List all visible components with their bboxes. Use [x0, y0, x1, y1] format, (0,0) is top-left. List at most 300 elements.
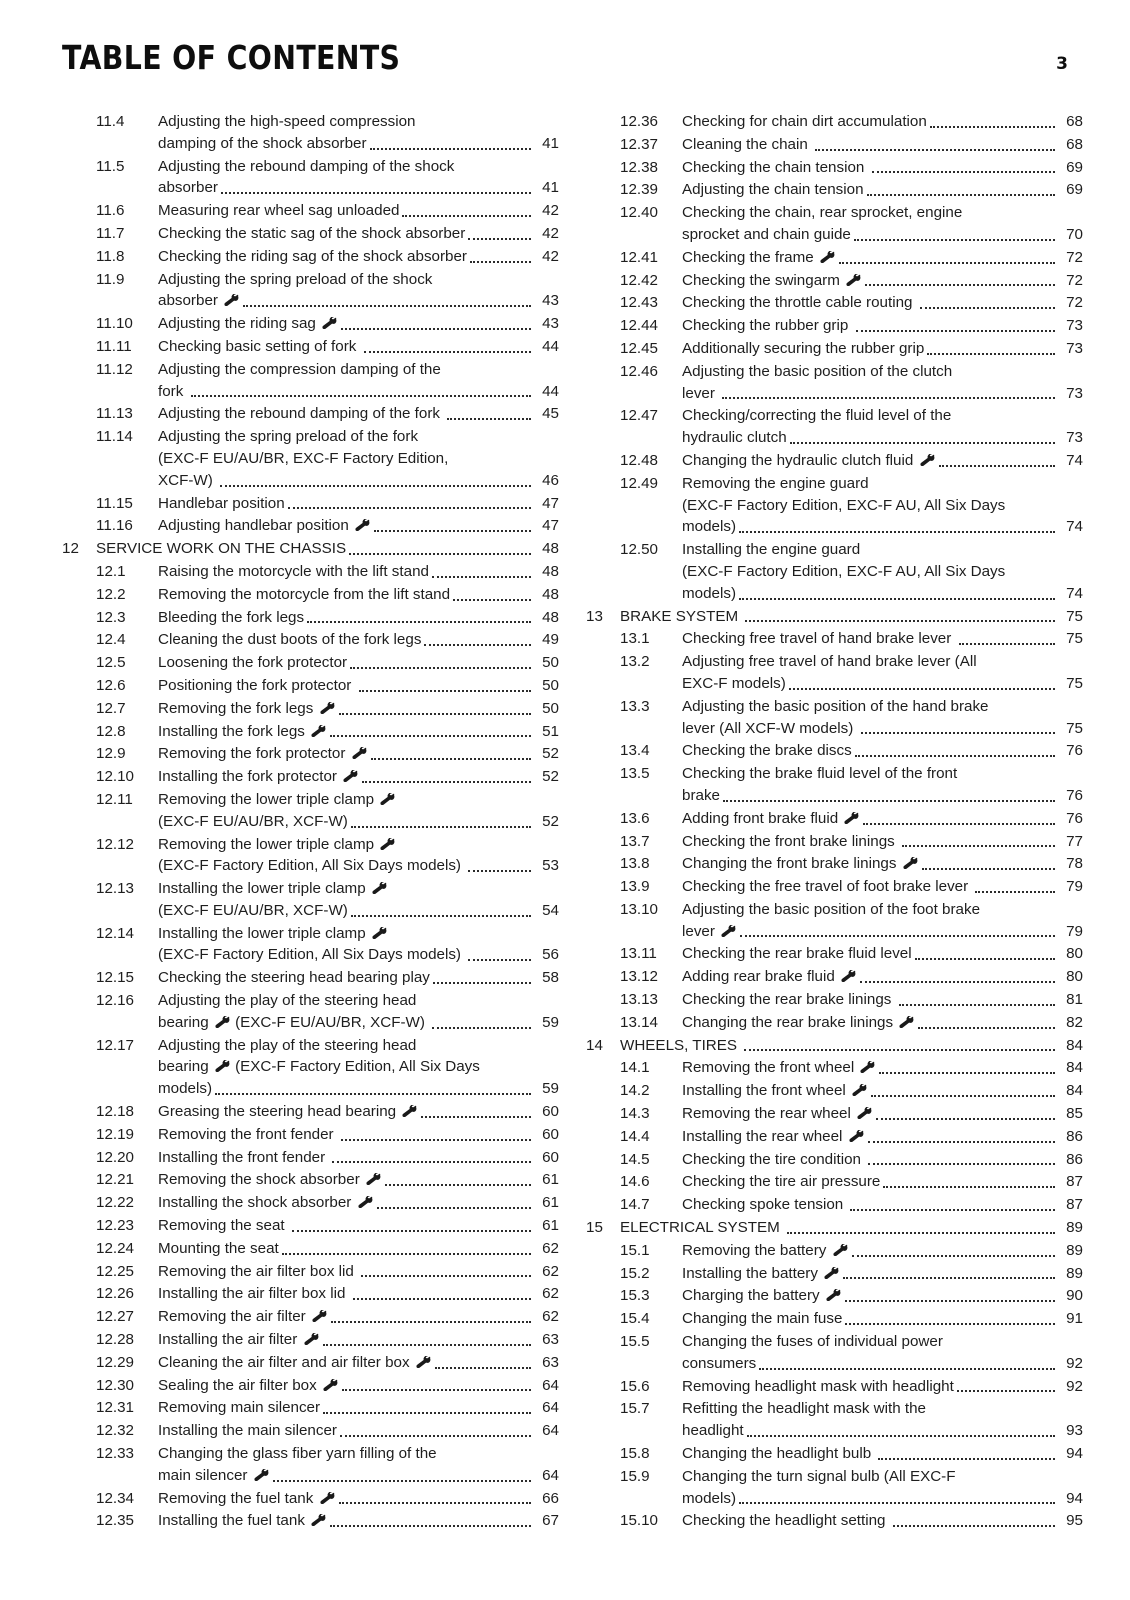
toc-entry[interactable]: [586, 270, 1083, 292]
toc-entry-last-line: [158, 1147, 559, 1169]
toc-entry-page: 50: [542, 676, 559, 694]
toc-entry-body: [158, 675, 559, 697]
toc-entry-number: 12.50: [620, 541, 659, 559]
toc-entry-body: [682, 1285, 1083, 1307]
toc-entry-page: 41: [542, 134, 559, 152]
leader-dots: [331, 1310, 531, 1323]
toc-entry[interactable]: [62, 721, 559, 743]
toc-entry-last-line: [682, 111, 1083, 133]
toc-entry-page: 60: [542, 1148, 559, 1166]
toc-entry-last-line: [158, 743, 559, 765]
toc-entry-body: [682, 315, 1083, 337]
toc-entry-page: 53: [542, 857, 559, 875]
toc-entry-number: 12.1: [96, 562, 126, 580]
toc-entry-body: [682, 1194, 1083, 1216]
toc-entry[interactable]: [586, 111, 1083, 133]
toc-entry-number: 13.2: [620, 653, 650, 671]
toc-entry[interactable]: [62, 1147, 559, 1169]
toc-entry-last-line: [158, 675, 559, 697]
toc-entry[interactable]: [62, 990, 559, 1034]
toc-entry-page: 89: [1066, 1241, 1083, 1259]
toc-entry-number: 12.11: [96, 790, 133, 808]
wrench-icon: [215, 1060, 230, 1073]
toc-entry-last-line: [158, 1078, 559, 1100]
toc-entry[interactable]: [62, 1169, 559, 1191]
toc-entry-title: Removing the seat: [158, 1217, 289, 1235]
leader-dots: [220, 474, 531, 487]
toc-entry[interactable]: [62, 789, 559, 833]
toc-entry[interactable]: [62, 766, 559, 788]
toc-entry[interactable]: [62, 426, 559, 491]
leader-dots: [854, 228, 1055, 241]
toc-entry-body: [682, 1308, 1083, 1330]
toc-entry-last-line: [682, 427, 1083, 449]
toc-entry[interactable]: [586, 450, 1083, 472]
toc-entry-body: [158, 1147, 559, 1169]
toc-entry-title: Removing headlight mask with headlight: [682, 1377, 954, 1395]
toc-entry[interactable]: [586, 1012, 1083, 1034]
toc-entry-last-line: [158, 1420, 559, 1442]
leader-dots: [421, 1105, 531, 1118]
wrench-icon: [352, 747, 367, 760]
toc-entry-title-line: (EXC-F EU/AU/BR, EXC-F Factory Edition,: [158, 449, 449, 467]
leader-dots: [351, 904, 531, 917]
toc-entry-page: 89: [1066, 1264, 1083, 1282]
toc-entry-title: Checking the tire air pressure: [682, 1173, 881, 1191]
toc-entry[interactable]: [62, 156, 559, 200]
toc-entry[interactable]: [586, 808, 1083, 830]
toc-entry[interactable]: [586, 202, 1083, 246]
toc-entry[interactable]: [62, 675, 559, 697]
toc-entry[interactable]: [62, 1283, 559, 1305]
toc-entry-last-line: [682, 1285, 1083, 1307]
wrench-icon: [343, 770, 358, 783]
toc-entry-body: [682, 1240, 1083, 1262]
toc-entry-page: 62: [542, 1308, 559, 1326]
toc-entry[interactable]: [586, 1331, 1083, 1375]
toc-entry-body: [682, 157, 1083, 179]
toc-entry[interactable]: [586, 539, 1083, 604]
leader-dots: [332, 1150, 531, 1163]
wrench-icon: [857, 1107, 872, 1120]
toc-entry[interactable]: [62, 1329, 559, 1351]
toc-entry[interactable]: [586, 1443, 1083, 1465]
toc-entry-number: 12.32: [96, 1422, 135, 1440]
toc-entry-last-line: [158, 1192, 559, 1214]
toc-entry-number: 15.8: [620, 1445, 650, 1463]
toc-entry-page: 67: [542, 1512, 559, 1530]
toc-entry[interactable]: [586, 1035, 1083, 1057]
toc-entry[interactable]: [62, 200, 559, 222]
toc-entry[interactable]: [62, 1124, 559, 1146]
toc-entry[interactable]: [62, 967, 559, 989]
toc-entry-page: 48: [542, 585, 559, 603]
leader-dots: [447, 407, 531, 420]
leader-dots: [975, 880, 1055, 893]
leader-dots: [860, 970, 1055, 983]
toc-entry-number: 12.30: [96, 1376, 135, 1394]
toc-entry[interactable]: [586, 247, 1083, 269]
toc-entry-page: 92: [1066, 1377, 1083, 1395]
toc-entry-page: 76: [1066, 742, 1083, 760]
toc-entry-number: 12.19: [96, 1125, 135, 1143]
leader-dots: [361, 1264, 531, 1277]
toc-entry-page: 84: [1066, 1082, 1083, 1100]
toc-entry-last-line: [682, 1420, 1083, 1442]
toc-entry-title-line: (EXC-F Factory Edition, EXC-F AU, All Six Days: [682, 562, 1006, 580]
toc-entry[interactable]: [62, 359, 559, 403]
toc-entry-page: 61: [542, 1171, 559, 1189]
toc-entry[interactable]: [62, 336, 559, 358]
toc-entry[interactable]: [62, 698, 559, 720]
toc-entry[interactable]: [586, 943, 1083, 965]
toc-entry-number: 12.34: [96, 1489, 135, 1507]
leader-dots: [878, 1447, 1055, 1460]
toc-entry-title-line: Installing the lower triple clamp: [158, 923, 559, 945]
toc-entry-title: Adjusting the rebound damping of the fork: [158, 405, 445, 423]
toc-entry-number: 11.15: [96, 494, 133, 512]
wrench-icon: [826, 1289, 841, 1302]
toc-entry[interactable]: [62, 584, 559, 606]
toc-entry[interactable]: [586, 831, 1083, 853]
toc-entry-page: 94: [1066, 1445, 1083, 1463]
toc-entry-last-line: [682, 943, 1083, 965]
toc-entry-title: EXC-F models): [682, 674, 786, 692]
toc-entry-number: 12.36: [620, 113, 659, 130]
leader-dots: [432, 1016, 531, 1029]
toc-entry-last-line: [158, 584, 559, 606]
leader-dots: [339, 1491, 531, 1504]
toc-entry-page: 42: [542, 224, 559, 242]
toc-entry-last-line: [158, 1101, 559, 1123]
toc-entry-last-line: [158, 515, 559, 537]
toc-entry[interactable]: [586, 1057, 1083, 1079]
toc-entry-last-line: [682, 876, 1083, 898]
toc-entry[interactable]: [62, 1397, 559, 1419]
wrench-icon: [320, 702, 335, 715]
toc-entry[interactable]: [586, 1308, 1083, 1330]
toc-entry-last-line: [682, 921, 1083, 943]
toc-entry-title: Adjusting the chain tension: [682, 181, 864, 199]
toc-entry[interactable]: [586, 1080, 1083, 1102]
toc-entry[interactable]: [586, 1240, 1083, 1262]
toc-entry-number: 12.21: [96, 1171, 135, 1189]
toc-entry-page: 80: [1066, 968, 1083, 986]
toc-entry[interactable]: [586, 134, 1083, 156]
toc-entry-title: Checking the steering head bearing play: [158, 969, 430, 987]
leader-dots: [330, 724, 531, 737]
toc-entry-number: 15.5: [620, 1333, 650, 1351]
toc-entry-page: 52: [542, 812, 559, 830]
toc-entry-body: [158, 698, 559, 720]
toc-entry-last-line: [158, 313, 559, 335]
toc-entry-last-line: [682, 247, 1083, 269]
toc-entry[interactable]: [586, 763, 1083, 807]
toc-entry[interactable]: [586, 157, 1083, 179]
toc-entry-title: Adjusting handlebar position: [158, 515, 371, 537]
toc-entry[interactable]: [586, 1263, 1083, 1285]
toc-entry-body: [158, 584, 559, 606]
leader-dots: [468, 859, 531, 872]
leader-dots: [359, 679, 531, 692]
toc-entry[interactable]: [586, 1126, 1083, 1148]
toc-entry[interactable]: [62, 1215, 559, 1237]
toc-entry[interactable]: [586, 1285, 1083, 1307]
toc-entry[interactable]: [586, 1217, 1083, 1239]
toc-entry[interactable]: [586, 361, 1083, 405]
toc-entry[interactable]: [586, 899, 1083, 943]
toc-entry-title: lever: [682, 921, 737, 943]
toc-entry-title-line: Checking the chain, rear sprocket, engine: [682, 204, 963, 222]
toc-entry-title-line: Adjusting the high-speed compression: [158, 113, 416, 130]
toc-entry-title: models): [682, 584, 737, 602]
leader-dots: [402, 204, 531, 217]
toc-entry-last-line: [682, 1149, 1083, 1171]
toc-entry[interactable]: [586, 696, 1083, 740]
leader-dots: [815, 138, 1055, 151]
toc-entry-last-line: [682, 1103, 1083, 1125]
leader-dots: [920, 296, 1055, 309]
toc-entry-title-line: bearing (EXC-F Factory Edition, All Six Days: [158, 1058, 480, 1076]
leader-dots: [879, 1061, 1055, 1074]
toc-entry[interactable]: [62, 223, 559, 245]
toc-entry[interactable]: [62, 1101, 559, 1123]
toc-entry-title: Changing the hydraulic clutch fluid: [682, 450, 936, 472]
toc-entry-number: 12.17: [96, 1036, 135, 1054]
toc-entry-page: 86: [1066, 1127, 1083, 1145]
toc-entry[interactable]: [586, 966, 1083, 988]
wrench-icon: [320, 1492, 335, 1505]
toc-entry[interactable]: [62, 538, 559, 560]
wrench-icon: [841, 970, 856, 983]
toc-entry-last-line: [158, 1465, 559, 1487]
toc-entry-title: Checking the frame: [682, 247, 836, 269]
toc-entry[interactable]: [62, 1375, 559, 1397]
toc-entry[interactable]: [62, 1352, 559, 1374]
toc-entry-number: 13.10: [620, 900, 659, 918]
leader-dots: [789, 677, 1055, 690]
toc-entry[interactable]: [586, 338, 1083, 360]
toc-entry[interactable]: [586, 651, 1083, 695]
toc-entry-number: 12.13: [96, 880, 135, 898]
wrench-icon: [304, 1333, 319, 1346]
toc-entry-body: [682, 1103, 1083, 1125]
toc-entry-number: 15.2: [620, 1264, 650, 1282]
toc-entry[interactable]: [586, 1376, 1083, 1398]
toc-entry[interactable]: [586, 1171, 1083, 1193]
toc-entry[interactable]: [62, 743, 559, 765]
toc-entry-title: models): [158, 1080, 213, 1098]
toc-entry[interactable]: [62, 515, 559, 537]
toc-entry-body: [158, 359, 559, 403]
toc-entry-page: 79: [1066, 922, 1083, 940]
toc-entry-body: [158, 766, 559, 788]
toc-entry-number: 13.3: [620, 697, 650, 715]
toc-entry-title: Removing the battery: [682, 1240, 849, 1262]
toc-entry[interactable]: [62, 111, 559, 155]
toc-entry[interactable]: [62, 403, 559, 425]
leader-dots: [282, 1242, 531, 1255]
toc-entry[interactable]: [62, 878, 559, 922]
toc-entry[interactable]: [62, 1238, 559, 1260]
toc-entry[interactable]: [62, 561, 559, 583]
toc-entry-title: models): [682, 1489, 737, 1507]
toc-entry[interactable]: [62, 313, 559, 335]
toc-entry-number: 15.6: [620, 1377, 650, 1395]
toc-entry-title: Changing the front brake linings: [682, 853, 919, 875]
toc-entry[interactable]: [586, 876, 1083, 898]
toc-entry-number: 12.24: [96, 1239, 135, 1257]
toc-entry-page: 60: [542, 1103, 559, 1121]
toc-entry-number: 14.1: [620, 1059, 650, 1077]
toc-entry-number: 13.5: [620, 765, 650, 783]
leader-dots: [855, 744, 1055, 757]
toc-entry[interactable]: [62, 246, 559, 268]
leader-dots: [362, 770, 531, 783]
toc-entry[interactable]: [586, 989, 1083, 1011]
toc-entry-body: [158, 223, 559, 245]
toc-entry-title: Charging the battery: [682, 1285, 842, 1307]
toc-entry[interactable]: [586, 1149, 1083, 1171]
toc-entry-last-line: [682, 740, 1083, 762]
toc-entry[interactable]: [586, 315, 1083, 337]
toc-entry-body: [158, 1101, 559, 1123]
toc-entry-body: [682, 1466, 1083, 1510]
toc-entry-title: Checking for chain dirt accumulation: [682, 113, 927, 130]
toc-entry-title: Installing the fork protector: [158, 766, 359, 788]
leader-dots: [292, 1219, 531, 1232]
leader-dots: [957, 1379, 1055, 1392]
toc-entry-title-line: Adjusting the basic position of the hand brake: [682, 697, 989, 715]
toc-entry-title: Loosening the fork protector: [158, 654, 348, 672]
toc-entry[interactable]: [586, 405, 1083, 449]
toc-entry[interactable]: [586, 473, 1083, 538]
toc-entry-page: 80: [1066, 945, 1083, 963]
toc-entry-title: consumers: [682, 1354, 757, 1372]
toc-entry-last-line: [158, 177, 559, 199]
toc-entry-body: [682, 338, 1083, 360]
toc-entry[interactable]: [62, 1261, 559, 1283]
toc-entry-body: [158, 1375, 559, 1397]
toc-entry-page: 92: [1066, 1354, 1083, 1372]
toc-entry-title: (EXC-F Factory Edition, All Six Days models): [158, 946, 466, 964]
leader-dots: [341, 1128, 531, 1141]
wrench-icon: [416, 1356, 431, 1369]
toc-entry-last-line: [682, 1194, 1083, 1216]
toc-entry-body: [158, 246, 559, 268]
toc-entry-number: 13.4: [620, 742, 650, 760]
toc-entry-number: 11.14: [96, 428, 133, 446]
toc-entry-last-line: [158, 698, 559, 720]
toc-entry[interactable]: [586, 1194, 1083, 1216]
leader-dots: [374, 519, 531, 532]
toc-entry[interactable]: [62, 1035, 559, 1100]
wrench-icon: [849, 1130, 864, 1143]
toc-entry[interactable]: [62, 1510, 559, 1532]
toc-entry-page: 84: [1066, 1059, 1083, 1077]
toc-entry-page: 64: [542, 1399, 559, 1417]
toc-entry[interactable]: [62, 923, 559, 967]
leader-dots: [330, 1514, 531, 1527]
toc-entry-last-line: [158, 403, 559, 425]
toc-entry-number: 12.33: [96, 1445, 135, 1463]
toc-entry-title-line: Adjusting the spring preload of the shock: [158, 270, 433, 288]
toc-entry-page: 93: [1066, 1422, 1083, 1440]
toc-entry[interactable]: [62, 493, 559, 515]
toc-entry[interactable]: [62, 629, 559, 651]
toc-entry-body: [682, 202, 1083, 246]
toc-entry[interactable]: [586, 1103, 1083, 1125]
toc-entry-page: 91: [1066, 1310, 1083, 1328]
toc-entry-title: absorber: [158, 290, 240, 312]
toc-entry[interactable]: [586, 853, 1083, 875]
toc-entry-number: 12.28: [96, 1331, 135, 1349]
toc-entry-title: Installing the front fender: [158, 1148, 330, 1166]
toc-entry[interactable]: [586, 179, 1083, 201]
toc-entry[interactable]: [62, 1306, 559, 1328]
toc-entry-number: 12.25: [96, 1262, 135, 1280]
toc-entry[interactable]: [62, 1443, 559, 1487]
toc-entry-title-line: Installing the engine guard: [682, 541, 861, 559]
toc-entry[interactable]: [62, 652, 559, 674]
toc-entry-page: 47: [542, 517, 559, 535]
toc-entry-body: [682, 1443, 1083, 1465]
toc-entry[interactable]: [586, 1466, 1083, 1510]
toc-entry-page: 74: [1066, 518, 1083, 536]
toc-entry-page: 41: [542, 179, 559, 197]
toc-entry[interactable]: [586, 1510, 1083, 1532]
toc-entry-page: 72: [1066, 271, 1083, 289]
toc-entry-title: lever: [682, 384, 720, 402]
toc-entry-page: 42: [542, 202, 559, 220]
toc-entry[interactable]: [586, 606, 1083, 628]
toc-entry[interactable]: [62, 834, 559, 878]
toc-entry-number: 12.9: [96, 745, 126, 763]
leader-dots: [468, 948, 531, 961]
toc-entry-title: Adding front brake fluid: [682, 808, 860, 830]
leader-dots: [385, 1173, 531, 1186]
toc-entry-last-line: [158, 900, 559, 922]
toc-entry-page: 76: [1066, 809, 1083, 827]
leader-dots: [918, 1016, 1055, 1029]
toc-entry-number: 12.5: [96, 654, 126, 672]
toc-entry[interactable]: [586, 740, 1083, 762]
toc-entry-number: 12.3: [96, 608, 126, 626]
toc-entry[interactable]: [586, 292, 1083, 314]
toc-entry-title: Bleeding the fork legs: [158, 608, 305, 626]
toc-entry[interactable]: [62, 1488, 559, 1510]
toc-entry-number: 14.2: [620, 1082, 650, 1100]
toc-entry-number: 12.29: [96, 1353, 135, 1371]
toc-entry[interactable]: [62, 1420, 559, 1442]
toc-entry-last-line: [682, 157, 1083, 179]
toc-entry[interactable]: [62, 607, 559, 629]
toc-entry-last-line: [682, 1308, 1083, 1330]
toc-entry-last-line: [682, 315, 1083, 337]
toc-entry-title-line: Adjusting free travel of hand brake lever (All: [682, 653, 977, 671]
toc-entry-body: [682, 831, 1083, 853]
toc-entry[interactable]: [62, 1192, 559, 1214]
wrench-icon: [380, 793, 395, 806]
toc-entry-body: [158, 1169, 559, 1191]
toc-entry-title: Changing the rear brake linings: [682, 1012, 915, 1034]
toc-entry-number: 15.3: [620, 1287, 650, 1305]
toc-entry[interactable]: [62, 269, 559, 313]
toc-column-left: [62, 111, 559, 1532]
toc-entry[interactable]: [586, 1398, 1083, 1442]
toc-entry[interactable]: [586, 628, 1083, 650]
toc-entry-last-line: [158, 944, 559, 966]
